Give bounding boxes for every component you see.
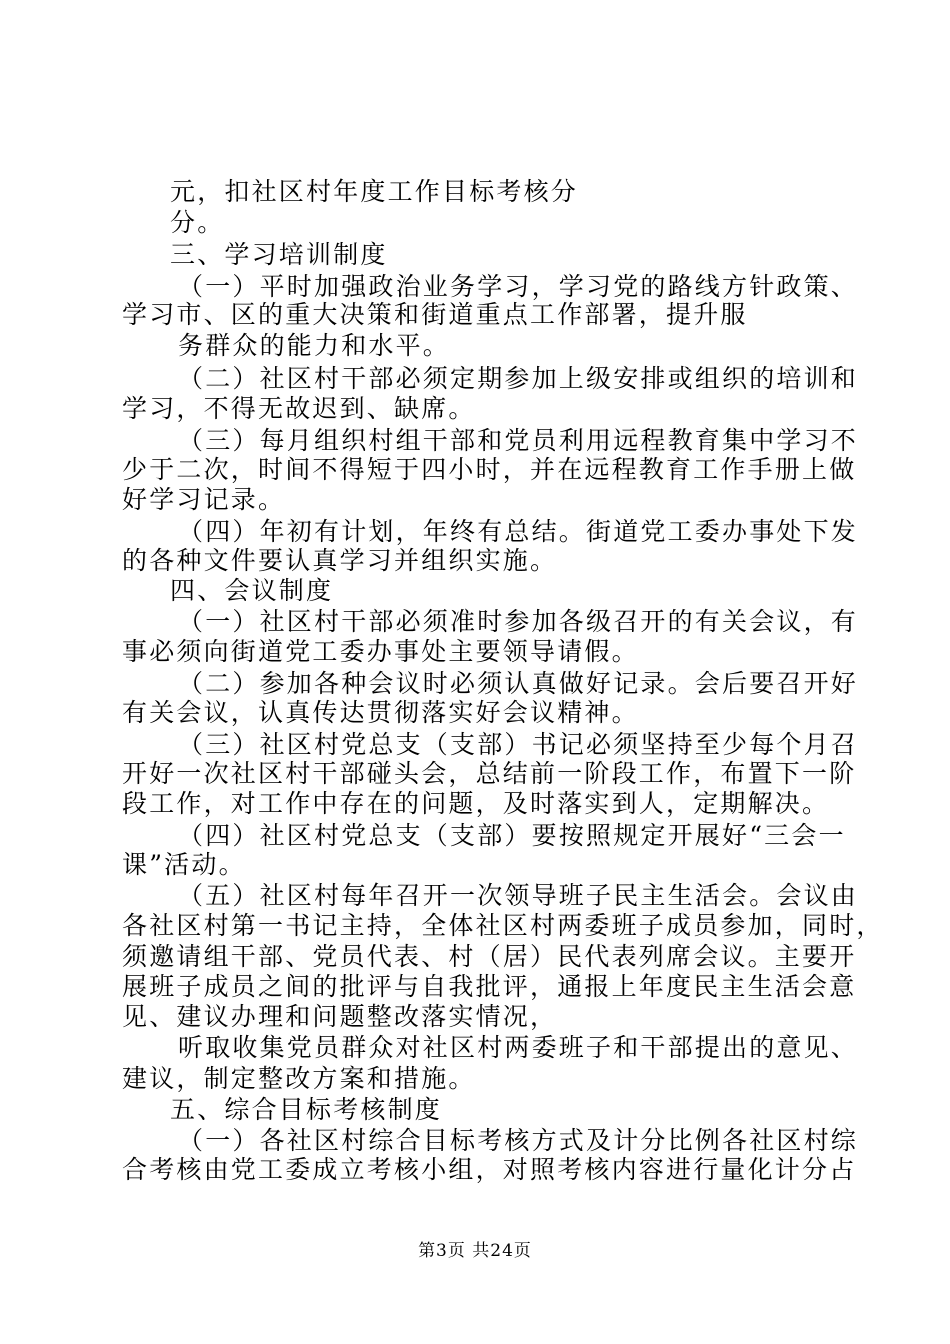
text-line: （二）参加各种会议时必须认真做好记录。会后要召开好: [178, 669, 859, 698]
text-line: （一）各社区村综合目标考核方式及计分比例各社区村综: [178, 1126, 859, 1155]
text-line: 听取收集党员群众对社区村两委班子和干部提出的意见、: [178, 1033, 859, 1062]
text-line: 少于二次，时间不得短于四小时，并在远程教育工作手册上做: [122, 455, 857, 484]
text-line: 段工作，对工作中存在的问题，及时落实到人，定期解决。: [122, 789, 830, 818]
text-line: 各社区村第一书记主持，全体社区村两委班子成员参加，同时，: [122, 911, 884, 940]
text-line: 建议，制定整改方案和措施。: [122, 1064, 476, 1093]
text-line: 见、建议办理和问题整改落实情况，: [122, 1002, 558, 1031]
text-line: 学习，不得无故迟到、缺席。: [122, 394, 476, 423]
text-line: 事必须向街道党工委办事处主要领导请假。: [122, 637, 639, 666]
page-footer: 第3页 共24页: [418, 1241, 532, 1261]
text-line: 有关会议，认真传达贯彻落实好会议精神。: [122, 698, 639, 727]
text-line: 合考核由党工委成立考核小组，对照考核内容进行量化计分占: [122, 1155, 857, 1184]
section-heading: 五、综合目标考核制度: [170, 1095, 443, 1124]
text-line: 学习市、区的重大决策和街道重点工作部署，提升服: [122, 300, 748, 329]
text-line: （三）每月组织村组干部和党员利用远程教育集中学习不: [178, 426, 859, 455]
text-line: （四）年初有计划，年终有总结。街道党工委办事处下发: [178, 517, 859, 546]
text-line: （五）社区村每年召开一次领导班子民主生活会。会议由: [178, 881, 859, 910]
text-line: 课”活动。: [122, 850, 246, 879]
text-line: 开好一次社区村干部碰头会，总结前一阶段工作，布置下一阶: [122, 759, 857, 788]
text-line: （二）社区村干部必须定期参加上级安排或组织的培训和: [178, 364, 859, 393]
text-line: 须邀请组干部、党员代表、村（居）民代表列席会议。主要开: [122, 942, 857, 971]
text-line: （一）社区村干部必须准时参加各级召开的有关会议，有: [178, 607, 859, 636]
text-line: 元，扣社区村年度工作目标考核分: [170, 177, 579, 206]
text-line: 务群众的能力和水平。: [178, 331, 451, 360]
text-line: （四）社区村党总支（支部）要按照规定开展好“三会一: [178, 821, 846, 850]
text-line: 的各种文件要认真学习并组织实施。: [122, 546, 558, 575]
section-heading: 四、会议制度: [170, 576, 334, 605]
section-heading: 三、学习培训制度: [170, 240, 388, 269]
text-line: 分。: [170, 208, 225, 237]
text-line: 展班子成员之间的批评与自我批评，通报上年度民主生活会意: [122, 972, 857, 1001]
text-line: （一）平时加强政治业务学习，学习党的路线方针政策、: [178, 272, 859, 301]
text-line: （三）社区村党总支（支部）书记必须坚持至少每个月召: [178, 730, 859, 759]
text-line: 好学习记录。: [122, 485, 286, 514]
